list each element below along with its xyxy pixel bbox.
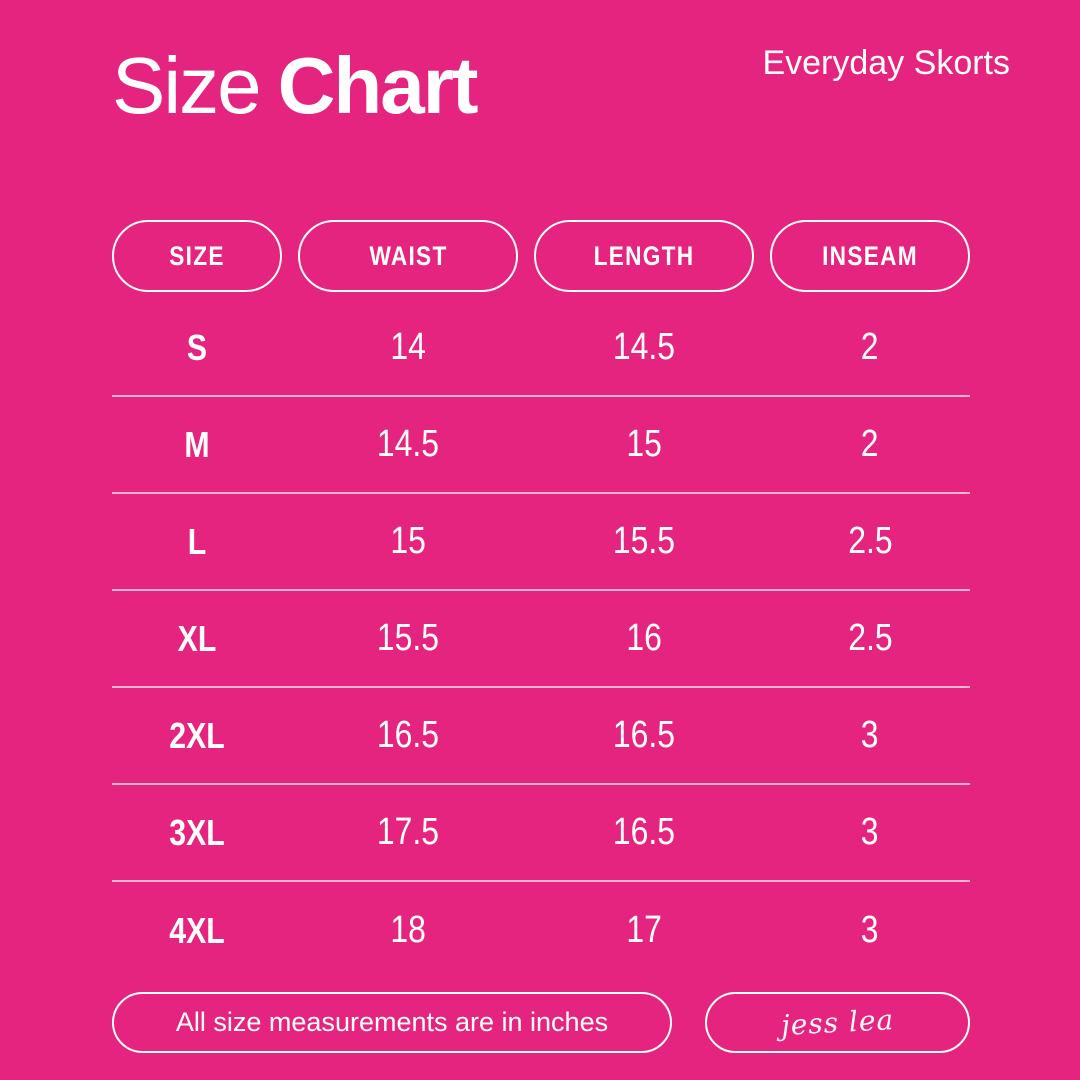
length-cell: 15.5 <box>612 520 676 562</box>
column-header-inseam-label: INSEAM <box>822 240 918 271</box>
column-header-length-label: LENGTH <box>593 240 695 271</box>
size-table <box>112 220 970 979</box>
waist-cell: 18 <box>390 909 426 951</box>
inseam-cell: 2.5 <box>847 520 893 562</box>
column-header-waist-label: WAIST <box>368 240 448 271</box>
footer-note-text: All size measurements are in inches <box>175 1007 609 1037</box>
waist-cell: 15.5 <box>376 617 440 659</box>
size-cell: 2XL <box>169 714 225 756</box>
length-cell: 15 <box>626 423 662 465</box>
column-header-size <box>112 220 282 292</box>
table-row <box>112 688 970 785</box>
table-row <box>112 882 970 979</box>
inseam-cell: 2.5 <box>847 617 893 659</box>
brand-signature: jess lea <box>780 1003 895 1042</box>
waist-cell: 14.5 <box>376 423 440 465</box>
page-title-bold: Chart <box>277 41 477 130</box>
footer-note-pill <box>112 992 672 1053</box>
size-cell: L <box>187 520 207 562</box>
table-row <box>112 300 970 397</box>
waist-cell: 14 <box>390 326 426 368</box>
signature-pill <box>705 992 970 1053</box>
length-cell: 14.5 <box>612 326 676 368</box>
waist-cell: 16.5 <box>376 714 440 756</box>
inseam-cell: 3 <box>861 811 879 853</box>
length-cell: 17 <box>626 909 662 951</box>
size-cell: 4XL <box>169 909 225 951</box>
size-cell: S <box>186 326 208 368</box>
page-title-regular: Size <box>112 41 260 130</box>
product-name: Everyday Skorts <box>762 44 1010 82</box>
length-cell: 16 <box>626 617 662 659</box>
table-body <box>112 292 970 979</box>
waist-cell: 15 <box>390 520 426 562</box>
table-row <box>112 494 970 591</box>
size-cell: 3XL <box>169 811 225 853</box>
length-cell: 16.5 <box>612 714 676 756</box>
inseam-cell: 3 <box>861 714 879 756</box>
size-cell: M <box>184 423 210 465</box>
column-header-size-label: SIZE <box>169 240 225 271</box>
page-title <box>112 42 477 130</box>
waist-cell: 17.5 <box>376 811 440 853</box>
inseam-cell: 3 <box>861 909 879 951</box>
table-row <box>112 591 970 688</box>
table-header-row <box>112 220 970 292</box>
column-header-inseam <box>770 220 970 292</box>
length-cell: 16.5 <box>612 811 676 853</box>
column-header-waist <box>298 220 518 292</box>
size-cell: XL <box>177 617 217 659</box>
inseam-cell: 2 <box>861 423 879 465</box>
table-row <box>112 397 970 494</box>
table-row <box>112 785 970 882</box>
inseam-cell: 2 <box>861 326 879 368</box>
column-header-length <box>534 220 754 292</box>
